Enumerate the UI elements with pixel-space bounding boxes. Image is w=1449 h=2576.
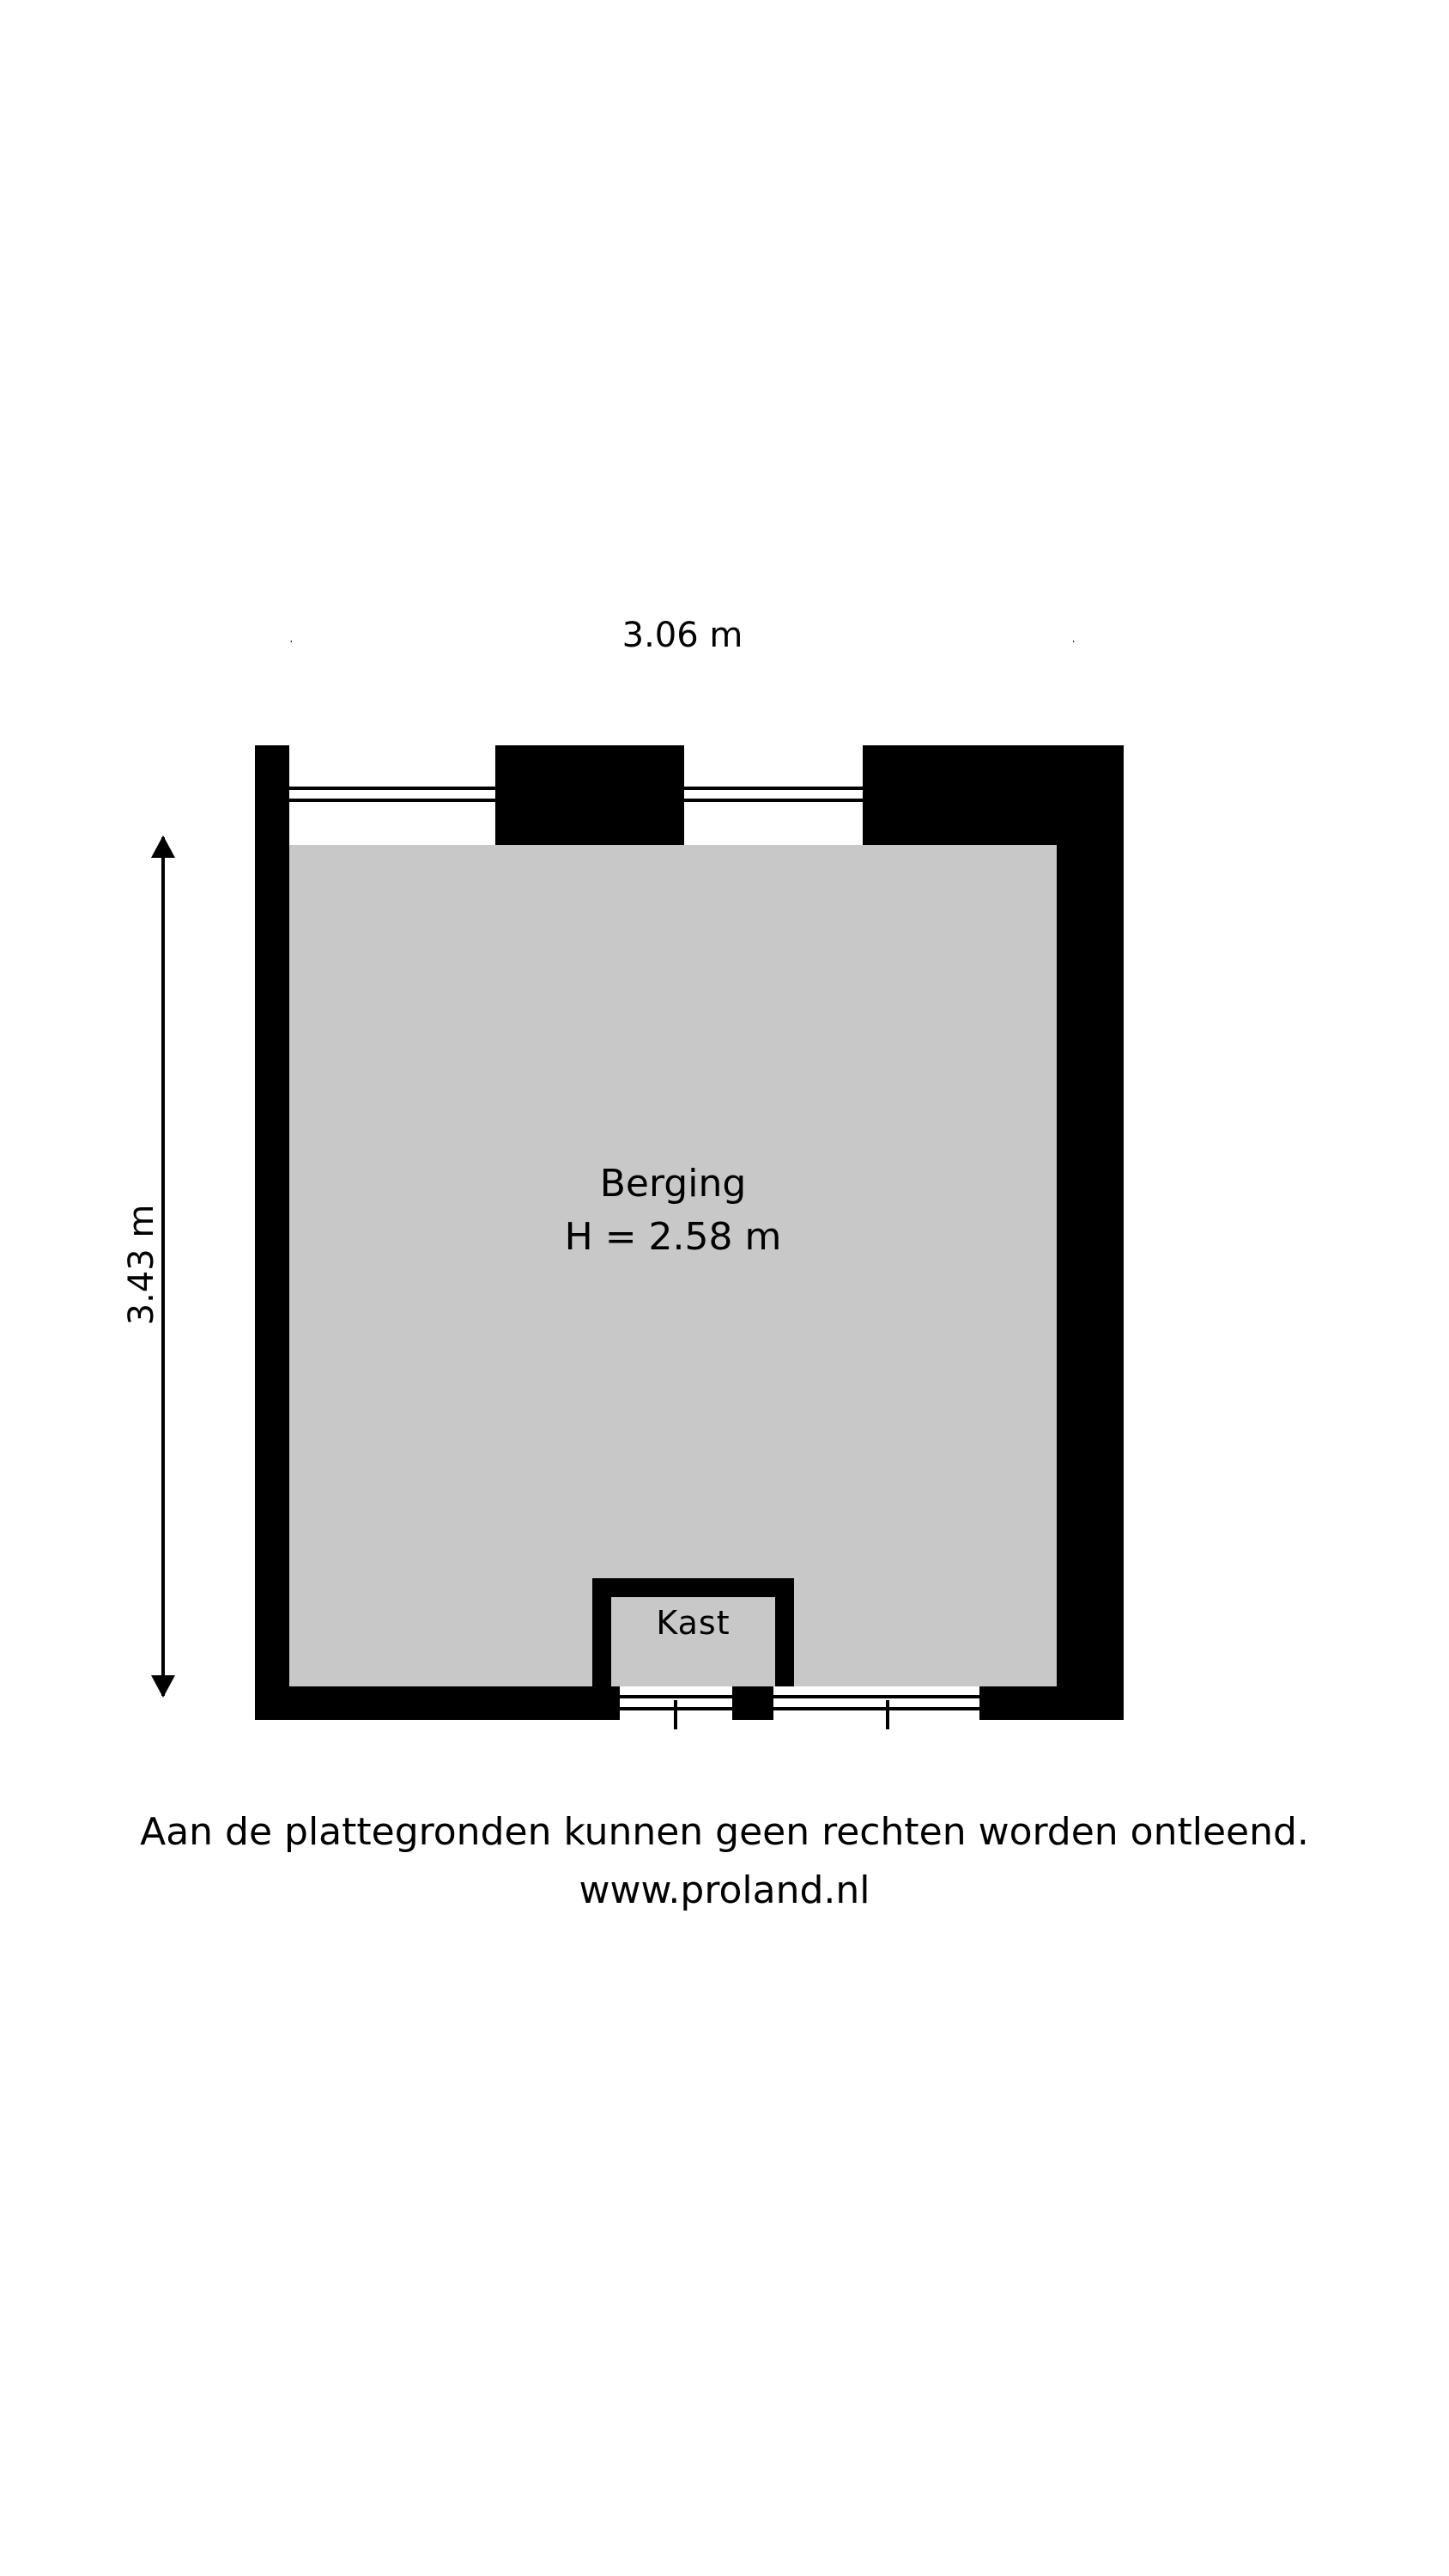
window-pane-line — [620, 1695, 732, 1698]
window-top-right — [684, 745, 863, 845]
arrow-up-icon — [151, 835, 175, 858]
window-bottom-right — [773, 1686, 979, 1720]
width-dimension — [292, 601, 1073, 661]
room-label — [289, 1157, 1057, 1264]
window-top-left — [289, 745, 495, 845]
height-dimension — [124, 837, 185, 1696]
plan-drawing — [255, 745, 1124, 1720]
height-dimension-value: 3.43 m — [122, 1186, 161, 1345]
website-text: www.proland.nl — [579, 1868, 870, 1912]
window-pane-line — [684, 799, 863, 802]
window-pane-line — [289, 799, 495, 802]
height-dimension-label — [118, 1024, 166, 1505]
arrow-down-icon — [151, 1675, 175, 1698]
disclaimer-text: Aan de plattegronden kunnen geen rechten worden ontleend. — [140, 1810, 1309, 1854]
room-height: H = 2.58 m — [564, 1215, 782, 1259]
width-dimension-value: 3.06 m — [603, 616, 762, 655]
footer — [0, 1803, 1449, 1920]
width-dimension-label — [292, 611, 1073, 659]
window-pane-line — [289, 787, 495, 790]
window-tick-mark — [886, 1700, 889, 1729]
room-floor-berging — [289, 845, 1057, 1686]
window-tick-mark — [674, 1700, 677, 1729]
window-pane-line — [773, 1695, 979, 1698]
window-pane-line — [684, 787, 863, 790]
window-pane-line — [773, 1707, 979, 1710]
closet-label: Kast — [656, 1604, 731, 1642]
room-name: Berging — [599, 1162, 747, 1206]
